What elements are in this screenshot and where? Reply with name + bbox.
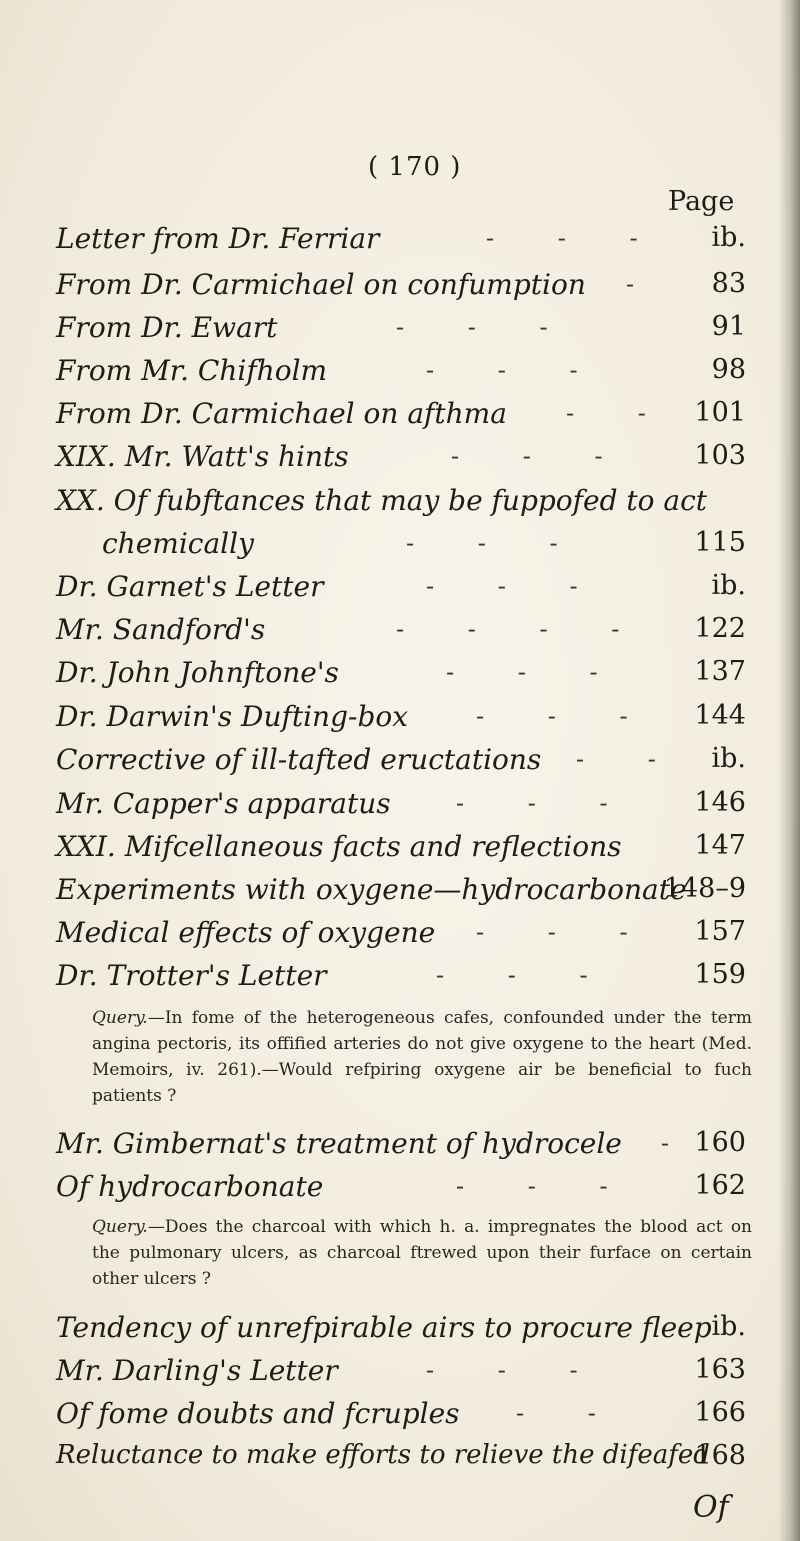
entry-title: chemically xyxy=(102,527,254,560)
entry-page: 160 xyxy=(694,1127,746,1158)
entry-leader: - - - xyxy=(406,529,586,557)
entry-title: From Dr. Carmichael on confumption xyxy=(56,268,586,301)
entry-title: Dr. John Johnftone's xyxy=(56,656,339,689)
entry-leader: - - - xyxy=(446,658,626,686)
entry-page: 83 xyxy=(711,268,746,299)
entry-leader: - - xyxy=(516,1399,624,1427)
entry-page: 157 xyxy=(694,916,746,947)
entry-leader: - - - xyxy=(451,442,631,470)
entry-title: XX. Of fubftances that may be fuppofed to act xyxy=(56,484,708,517)
entry-title: Dr. Darwin's Dufting-box xyxy=(56,700,409,733)
toc-entry xyxy=(56,1440,746,1486)
entry-title: Mr. Sandford's xyxy=(56,613,266,646)
toc-entry xyxy=(56,1397,746,1443)
entry-leader: - - - xyxy=(456,789,636,817)
toc-entry xyxy=(56,397,746,443)
page-edge-shadow xyxy=(778,0,800,1541)
entry-leader: - - - xyxy=(426,572,606,600)
toc-entry xyxy=(56,440,746,486)
entry-title: Of fome doubts and fcruples xyxy=(56,1397,460,1430)
entry-title: Mr. Capper's apparatus xyxy=(56,787,391,820)
entry-page: 163 xyxy=(694,1354,746,1385)
entry-page: 146 xyxy=(694,787,746,818)
entry-page: 159 xyxy=(694,959,746,990)
toc-entry xyxy=(56,873,746,919)
entry-title: XXI. Mifcellaneous facts and reflections xyxy=(56,830,622,863)
entry-page: ib. xyxy=(711,570,746,601)
toc-entry xyxy=(56,484,746,530)
entry-leader: - - - - xyxy=(396,615,648,643)
entry-page: 162 xyxy=(694,1170,746,1201)
entry-leader: - - - xyxy=(486,224,666,252)
entry-page: 144 xyxy=(694,700,746,731)
entry-leader: - - - xyxy=(436,961,616,989)
query-lead: Query. xyxy=(92,1217,148,1237)
entry-page: 91 xyxy=(711,311,746,342)
query-text: —In fome of the heterogeneous cafes, confounded under the term angina pectoris, its offified arteries do not give oxygene to the heart (Med. Memoirs, iv. 261).—Would refpiring oxygene air be beneficial to fuch patients ? xyxy=(92,1008,752,1106)
entry-leader: - - - xyxy=(476,918,656,946)
entry-page: 115 xyxy=(694,527,746,558)
toc-entry xyxy=(56,570,746,616)
entry-title: Medical effects of oxygene xyxy=(56,916,436,949)
entry-leader: - - - xyxy=(396,313,576,341)
entry-title: Corrective of ill-tafted eructations xyxy=(56,743,542,776)
toc-entry xyxy=(56,656,746,702)
entry-leader: - - xyxy=(566,399,674,427)
entry-page: ib. xyxy=(711,1311,746,1342)
entry-leader: - - - xyxy=(476,702,656,730)
toc-entry xyxy=(56,1311,746,1357)
entry-page: 137 xyxy=(694,656,746,687)
toc-entry xyxy=(56,959,746,1005)
toc-entry xyxy=(56,527,746,573)
entry-title: Letter from Dr. Ferriar xyxy=(56,222,380,255)
entry-title: From Dr. Carmichael on afthma xyxy=(56,397,507,430)
entry-title: Experiments with oxygene—hydrocarbonate xyxy=(56,873,687,906)
catchword: Of xyxy=(693,1490,729,1525)
entry-title: From Mr. Chifholm xyxy=(56,354,328,387)
toc-entry xyxy=(56,1127,746,1173)
toc-entry xyxy=(56,700,746,746)
toc-entry xyxy=(56,268,746,314)
entry-page: ib. xyxy=(711,222,746,253)
entry-title: From Dr. Ewart xyxy=(56,311,278,344)
entry-title: Dr. Trotter's Letter xyxy=(56,959,327,992)
entry-title: Mr. Gimbernat's treatment of hydrocele xyxy=(56,1127,622,1160)
toc-entry xyxy=(56,787,746,833)
entry-page: 103 xyxy=(694,440,746,471)
entry-leader: - - - xyxy=(426,356,606,384)
toc-entry xyxy=(56,1170,746,1216)
entry-leader: - xyxy=(661,1129,698,1157)
entry-page: 148–9 xyxy=(663,873,746,904)
entry-title: Tendency of unrefpirable airs to procure fleep xyxy=(56,1311,712,1344)
entry-title: Of hydrocarbonate xyxy=(56,1170,324,1203)
toc-entry xyxy=(56,222,746,268)
entry-page: 122 xyxy=(694,613,746,644)
toc-entry xyxy=(56,743,746,789)
entry-leader: - - - xyxy=(456,1172,636,1200)
query-text: —Does the charcoal with which h. a. impregnates the blood act on the pulmonary ulcers, as charcoal ftrewed upon their furface on certain other ulcers ? xyxy=(92,1217,752,1289)
entry-title: Dr. Garnet's Letter xyxy=(56,570,324,603)
entry-page: 101 xyxy=(694,397,746,428)
toc-entry xyxy=(56,830,746,876)
page-column-label: Page xyxy=(668,186,735,217)
entry-title: Reluctance to make efforts to relieve the difeafed xyxy=(56,1440,710,1470)
entry-page: ib. xyxy=(711,743,746,774)
toc-entry xyxy=(56,613,746,659)
query-note xyxy=(92,1214,752,1292)
toc-entry xyxy=(56,916,746,962)
toc-entry xyxy=(56,311,746,357)
entry-leader: - - xyxy=(576,745,684,773)
query-lead: Query. xyxy=(92,1008,148,1028)
entry-page: 98 xyxy=(711,354,746,385)
page-number: ( 170 ) xyxy=(368,152,462,182)
entry-page: 147 xyxy=(694,830,746,861)
entry-page: 168 xyxy=(694,1440,746,1471)
toc-entry xyxy=(56,1354,746,1400)
entry-title: XIX. Mr. Watt's hints xyxy=(56,440,349,473)
query-note xyxy=(92,1005,752,1109)
entry-title: Mr. Darling's Letter xyxy=(56,1354,338,1387)
entry-leader: - xyxy=(626,270,663,298)
entry-leader: - - - xyxy=(426,1356,606,1384)
entry-page: 166 xyxy=(694,1397,746,1428)
toc-entry xyxy=(56,354,746,400)
